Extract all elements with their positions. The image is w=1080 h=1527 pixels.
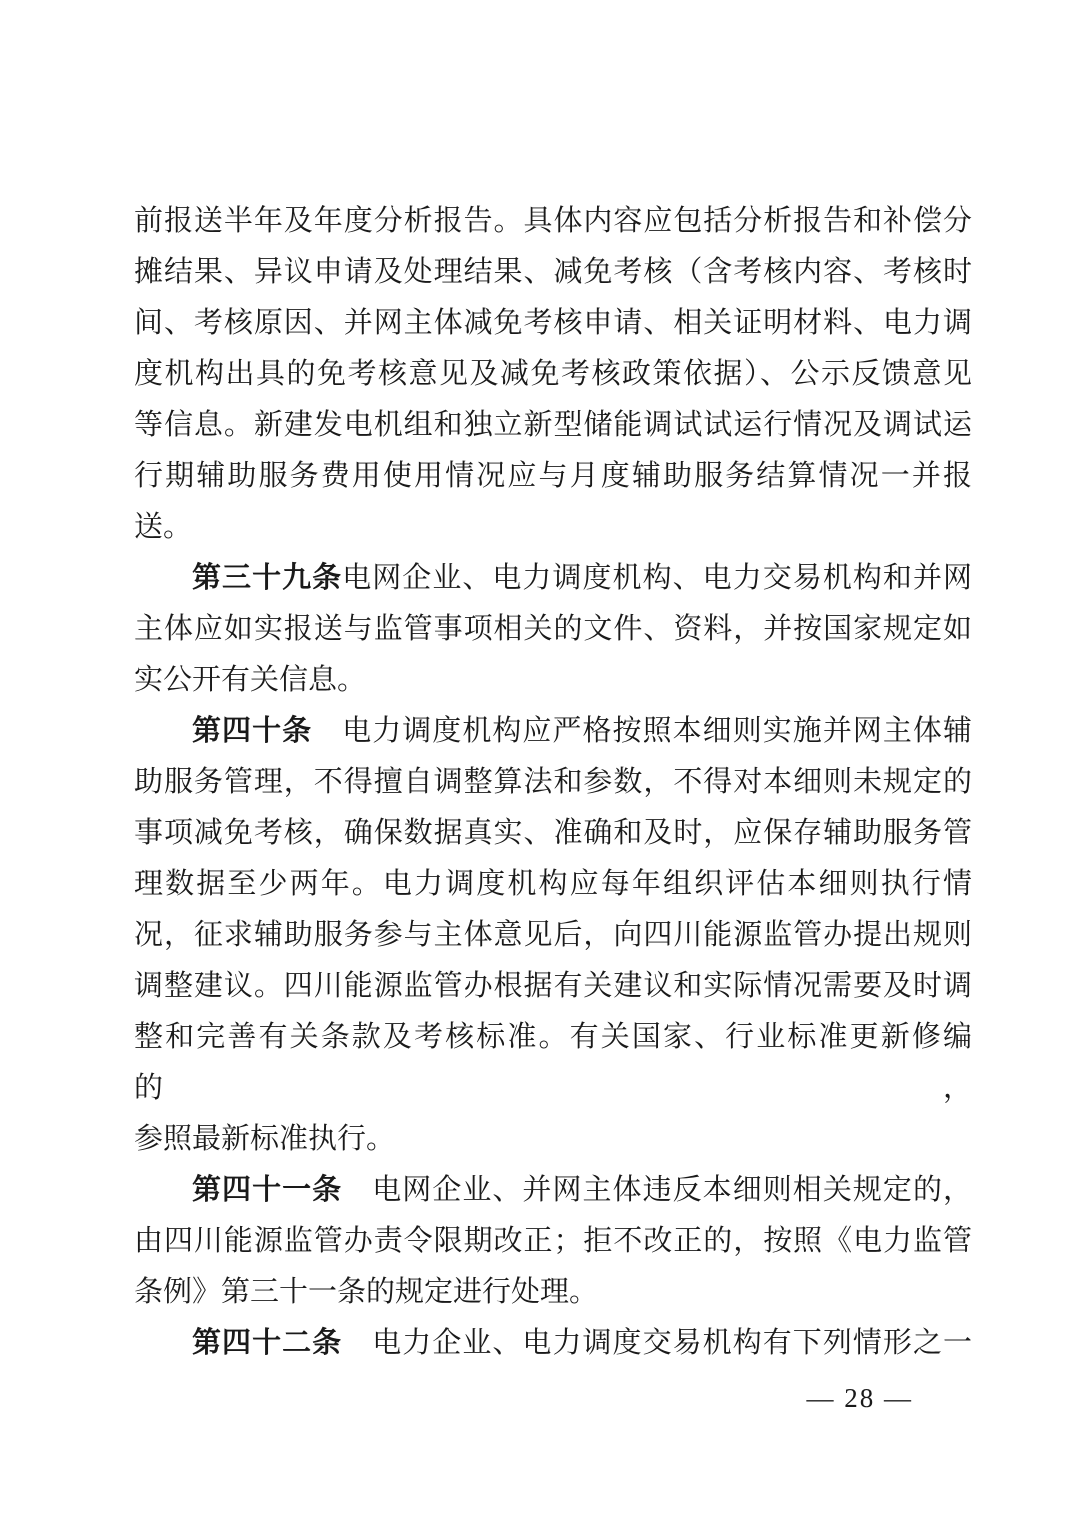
text-line (134, 910, 972, 961)
text-line (134, 706, 972, 757)
text-line (134, 859, 972, 910)
text-line (134, 247, 972, 298)
article-heading: 第四十条 (192, 715, 313, 747)
text-segment: 等信息。新建发电机组和独立新型储能调试试运行情况及调试运 (134, 409, 972, 441)
text-segment: 行期辅助服务费用使用情况应与月度辅助服务结算情况一并报 (134, 460, 972, 492)
article-heading: 第四十二条 (192, 1327, 343, 1359)
text-segment: 电力企业、电力调度交易机构有下列情形之一 (342, 1327, 972, 1359)
text-segment: 送。 (134, 511, 193, 543)
text-line (134, 757, 972, 808)
text-line (134, 808, 972, 859)
text-segment: 条例》第三十一条的规定进行处理。 (134, 1276, 599, 1308)
text-segment: 事项减免考核，确保数据真实、准确和及时，应保存辅助服务管 (134, 817, 972, 849)
text-line (134, 451, 972, 502)
text-line (134, 1012, 972, 1114)
text-segment: 整和完善有关条款及考核标准。有关国家、行业标准更新修编的， (134, 1021, 972, 1104)
text-segment: 理数据至少两年。电力调度机构应每年组织评估本细则执行情 (134, 868, 972, 900)
text-segment: 实公开有关信息。 (134, 664, 367, 696)
text-segment: 调整建议。四川能源监管办根据有关建议和实际情况需要及时调 (134, 970, 972, 1002)
text-line (134, 655, 972, 706)
text-segment: 助服务管理，不得擅自调整算法和参数，不得对本细则未规定的 (134, 766, 972, 798)
text-segment: 电力调度机构应严格按照本细则实施并网主体辅 (312, 715, 972, 747)
text-line (134, 1318, 972, 1369)
text-segment: 度机构出具的免考核意见及减免考核政策依据）、公示反馈意见 (134, 358, 972, 390)
text-segment: 间、考核原因、并网主体减免考核申请、相关证明材料、电力调 (134, 307, 972, 339)
document-body-text (134, 196, 972, 1369)
text-segment: 电网企业、并网主体违反本细则相关规定的， (342, 1174, 972, 1206)
text-segment: 由四川能源监管办责令限期改正；拒不改正的，按照《电力监管 (134, 1225, 972, 1257)
page-number: — 28 — (806, 1383, 913, 1413)
text-line (134, 502, 972, 553)
article-heading: 第三十九条 (192, 562, 343, 594)
text-line (134, 400, 972, 451)
text-line (134, 349, 972, 400)
text-segment: 摊结果、异议申请及处理结果、减免考核（含考核内容、考核时 (134, 256, 972, 288)
text-line (134, 1267, 972, 1318)
text-line (134, 553, 972, 604)
text-segment: 况，征求辅助服务参与主体意见后，向四川能源监管办提出规则 (134, 919, 972, 951)
text-line (134, 1114, 972, 1165)
text-segment: 参照最新标准执行。 (134, 1123, 396, 1155)
text-line (134, 1165, 972, 1216)
text-line (134, 604, 972, 655)
text-line (134, 961, 972, 1012)
text-segment: 主体应如实报送与监管事项相关的文件、资料，并按国家规定如 (134, 613, 972, 645)
text-segment: 电网企业、电力调度机构、电力交易机构和并网 (342, 562, 972, 594)
text-line (134, 196, 972, 247)
article-heading: 第四十一条 (192, 1174, 343, 1206)
text-segment: 前报送半年及年度分析报告。具体内容应包括分析报告和补偿分 (134, 205, 972, 237)
text-line (134, 1216, 972, 1267)
text-line (134, 298, 972, 349)
